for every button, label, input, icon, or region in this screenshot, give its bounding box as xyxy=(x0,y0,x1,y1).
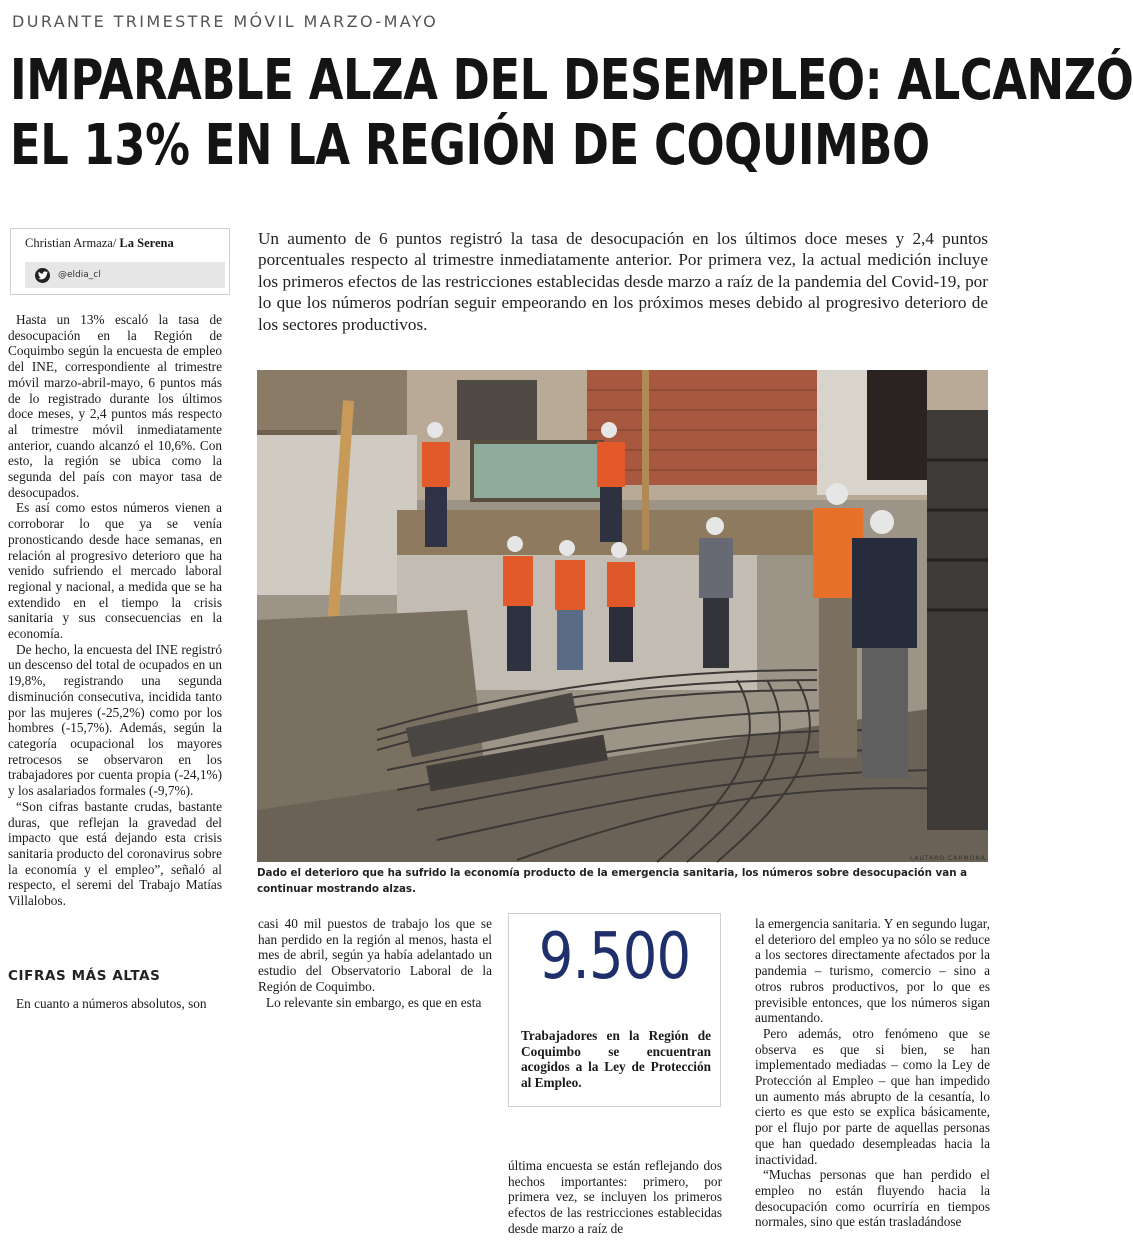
paragraph: En cuanto a números absolutos, son xyxy=(16,996,207,1011)
photo-caption: Dado el deterioro que ha sufrido la economía producto de la emergencia sanitaria, los números sobre desocupación van a continuar mostrando alzas. xyxy=(257,867,968,895)
column-right xyxy=(755,916,990,1230)
column-middle-continued xyxy=(508,1158,722,1237)
paragraph: la emergencia sanitaria. Y en segundo lugar, el deterioro del empleo ya no sólo se reduce a los sectores directamente afectados por la pandemia – turismo, comercio – sino a otros rubros productivos, por lo que es previsible entonces, que los números sigan aumentando. xyxy=(755,916,990,1026)
paragraph: “Son cifras bastante crudas, bastante duras, que reflejan la gravedad del impacto que está dejando esta crisis sanitaria producto del coronavirus sobre la economía y el empleo”, señaló al respecto, el seremi del Trabajo Matías Villalobos. xyxy=(8,798,222,909)
twitter-bar[interactable] xyxy=(25,262,225,288)
paragraph: última encuesta se están reflejando dos hechos importantes: primero, por primera vez, se incluyen los primeros efectos de las restricciones establecidas desde marzo a raíz de xyxy=(508,1158,722,1236)
construction-workers-photo xyxy=(257,370,988,862)
headline xyxy=(10,48,1133,178)
lead-paragraph: Un aumento de 6 puntos registró la tasa de desocupación en los últimos doce meses y 2,4 puntos porcentuales respecto al trimestre inmediatamente anterior. Por primera vez, la actual medición incluye los primeros efectos de las restricciones establecidas desde marzo a raíz de la pandemia del Covid-19, por lo que los números podrían seguir empeorando en los próximos meses debido al progresivo deterioro de los sectores productivos. xyxy=(258,229,988,334)
paragraph: De hecho, la encuesta del INE registró un descenso del total de ocupados en un 19,8%, registrando una segunda disminución consecutiva, incidida tanto por las mujeres (-25,2%) como por los hombres (-15,7%). Además, según la categoría ocupacional los mayores retrocesos se observaron en los trabajadores por cuenta propia (-24,1%) y los asalariados formales (-9,7%). xyxy=(8,641,222,799)
paragraph: casi 40 mil puestos de trabajo los que se han perdido en la región al menos, hasta el mes de abril, según ya había adelantado un estudio del Observatorio Laboral de la Región de Coquimbo. xyxy=(258,916,492,994)
column-left-continued xyxy=(8,996,222,1012)
twitter-icon xyxy=(35,268,50,283)
kicker: DURANTE TRIMESTRE MÓVIL MARZO-MAYO xyxy=(12,12,439,31)
column-middle xyxy=(258,916,492,1010)
paragraph: Lo relevante sin embargo, es que en esta xyxy=(266,994,482,1010)
paragraph: Es así como estos números vienen a corroborar lo que ya se venía pronosticando desde hace semanas, en relación al progresivo deterioro que ha venido sufriendo el mercado laboral regional y nacional, a medida que se ha extendido en el tiempo la crisis sanitaria y sus consecuencias en la economía. xyxy=(8,500,222,642)
byline-box xyxy=(10,228,230,295)
subheading: CIFRAS MÁS ALTAS xyxy=(8,968,161,984)
paragraph: Hasta un 13% escaló la tasa de desocupación en la Región de Coquimbo según la encuesta de empleo del INE, correspondiente al trimestre móvil marzo-abril-mayo, 6 puntos más de lo registrado durante los últimos doce meses, y 2,4 puntos más respecto al trimestre móvil inmediatamente anterior, cuando alcanzó el 10,6%. Con esto, la región se ubica como la segunda del país con mayor tasa de desocupados. xyxy=(8,312,222,500)
twitter-handle[interactable]: @eldia_cl xyxy=(58,270,101,280)
stat-box xyxy=(508,913,721,1107)
column-left xyxy=(8,312,222,909)
stat-description: Trabajadores en la Región de Coquimbo se encuentran acogidos a la Ley de Protección al Empleo. xyxy=(521,1028,711,1090)
paragraph: “Muchas personas que han perdido el empleo no están fluyendo hacia la desocupación como ocurriría en tiempos normales, sino que están trasladándose xyxy=(755,1167,990,1230)
byline-author: Christian Armaza/ xyxy=(25,236,117,250)
paragraph: Pero además, otro fenómeno que se observa es que si bien, se han implementado mediadas – como la Ley de Protección al Empleo – que han impedido un aumento más abrupto de la cesantía, lo cierto es que esto se explica básicamente, por el flujo por parte de aquellas personas que han quedado desempleadas hacia la inactividad. xyxy=(755,1025,990,1167)
byline xyxy=(25,236,174,251)
byline-city: La Serena xyxy=(119,236,174,250)
stat-number: 9.500 xyxy=(538,920,691,994)
headline-line-2: EL 13% EN LA REGIÓN DE COQUIMBO xyxy=(10,113,930,178)
photo-credit: LAUTARO CARMONA xyxy=(909,855,986,862)
headline-line-1: IMPARABLE ALZA DEL DESEMPLEO: ALCANZÓ xyxy=(10,48,1133,113)
